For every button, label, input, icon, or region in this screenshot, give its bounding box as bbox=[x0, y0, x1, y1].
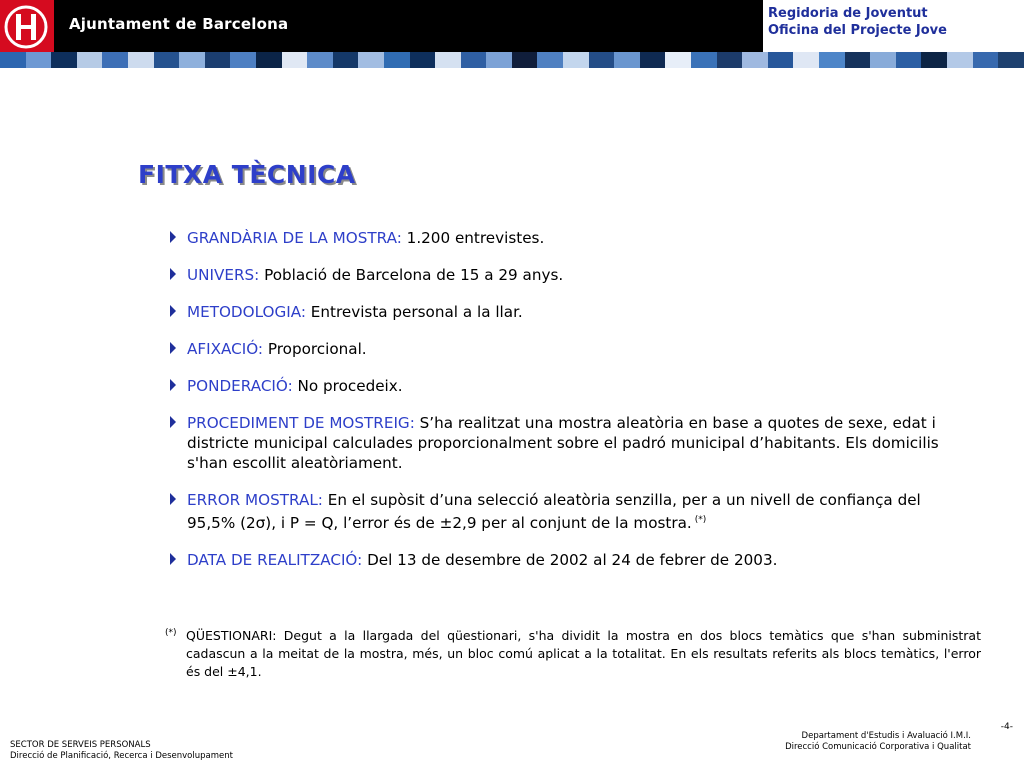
item-value: Del 13 de desembre de 2002 al 24 de febrer de 2003. bbox=[367, 551, 778, 570]
item-value: 1.200 entrevistes. bbox=[406, 229, 545, 247]
bullet-arrow-icon bbox=[170, 379, 176, 391]
barcelona-logo[interactable] bbox=[0, 0, 54, 52]
bullet-arrow-icon bbox=[170, 493, 176, 505]
stripe-segment bbox=[589, 52, 615, 68]
sheet-item bbox=[170, 228, 960, 248]
stripe-segment bbox=[947, 52, 973, 68]
bullet-arrow-icon bbox=[170, 268, 176, 280]
bullet-arrow-icon bbox=[170, 416, 176, 428]
stripe-segment bbox=[742, 52, 768, 68]
questionnaire-note bbox=[165, 627, 981, 681]
stripe-segment bbox=[461, 52, 487, 68]
brand-name[interactable]: Ajuntament de Barcelona bbox=[69, 15, 289, 33]
item-value: Població de Barcelona de 15 a 29 anys. bbox=[264, 266, 564, 284]
stripe-segment bbox=[921, 52, 947, 68]
footer-right bbox=[785, 731, 971, 753]
stripe-segment bbox=[179, 52, 205, 68]
page-title: FITXA TÈCNICA bbox=[138, 160, 356, 189]
stripe-segment bbox=[205, 52, 231, 68]
item-label: DATA DE REALITZACIÓ: bbox=[187, 551, 363, 570]
footer-left bbox=[10, 740, 233, 762]
stripe-segment bbox=[26, 52, 52, 68]
item-label: METODOLOGIA: bbox=[187, 303, 306, 321]
stripe-segment bbox=[691, 52, 717, 68]
header-department bbox=[768, 5, 947, 39]
stripe-segment bbox=[768, 52, 794, 68]
sheet-item bbox=[170, 490, 960, 533]
item-note-mark: (*) bbox=[694, 515, 707, 525]
bullet-arrow-icon bbox=[170, 231, 176, 243]
bullet-arrow-icon bbox=[170, 305, 176, 317]
decorative-stripe bbox=[0, 52, 1024, 68]
stripe-segment bbox=[870, 52, 896, 68]
note-text: QÜESTIONARI: Degut a la llargada del qüestionari, s'ha dividit la mostra en dos blocs temàtics que s'han subministrat cadascun a la meitat de la mostra, més, un bloc comú aplicat a la totalitat. En els resultats referits als blocs temàtics, l'error és del ±4,1. bbox=[186, 628, 981, 679]
bullet-arrow-icon bbox=[170, 553, 176, 565]
bullet-arrow-icon bbox=[170, 342, 176, 354]
footer-communication: Direcció Comunicació Corporativa i Qualitat bbox=[785, 742, 971, 752]
item-value: S’ha realitzat una mostra aleatòria en base a quotes de sexe, edat i districte municipal calculades proporcionalment sobre el padró municipal d’habitants. Els domicilis s'han escollit aleatòriament. bbox=[187, 414, 939, 472]
stripe-segment bbox=[282, 52, 308, 68]
note-mark: (*) bbox=[165, 628, 177, 638]
stripe-segment bbox=[358, 52, 384, 68]
stripe-segment bbox=[154, 52, 180, 68]
item-label: ERROR MOSTRAL: bbox=[187, 491, 323, 509]
page-number: -4- bbox=[1000, 722, 1013, 732]
header-department-line1: Regidoria de Joventut bbox=[768, 6, 928, 21]
sheet-item bbox=[170, 265, 960, 285]
footer-department: Departament d'Estudis i Avaluació I.M.I. bbox=[801, 731, 971, 741]
stripe-segment bbox=[896, 52, 922, 68]
stripe-segment bbox=[998, 52, 1024, 68]
footer-direction: Direcció de Planificació, Recerca i Desenvolupament bbox=[10, 751, 233, 761]
sheet-item bbox=[170, 550, 960, 570]
item-value: En el supòsit d’una selecció aleatòria senzilla, per a un nivell de confiança del 95,5% (2σ), i P = Q, l’error és de ±2,9 per al conjunt de la mostra. bbox=[187, 491, 921, 533]
stripe-segment bbox=[819, 52, 845, 68]
stripe-segment bbox=[77, 52, 103, 68]
stripe-segment bbox=[793, 52, 819, 68]
sheet-item bbox=[170, 413, 960, 473]
stripe-segment bbox=[384, 52, 410, 68]
sheet-item bbox=[170, 302, 960, 322]
item-value: No procedeix. bbox=[297, 377, 403, 395]
stripe-segment bbox=[0, 52, 26, 68]
item-label: PONDERACIÓ: bbox=[187, 377, 293, 395]
stripe-segment bbox=[128, 52, 154, 68]
item-value: Proporcional. bbox=[267, 340, 367, 358]
stripe-segment bbox=[435, 52, 461, 68]
header-department-line2: Oficina del Projecte Jove bbox=[768, 23, 947, 38]
stripe-segment bbox=[102, 52, 128, 68]
stripe-segment bbox=[51, 52, 77, 68]
stripe-segment bbox=[665, 52, 691, 68]
stripe-segment bbox=[486, 52, 512, 68]
stripe-segment bbox=[717, 52, 743, 68]
sheet-item bbox=[170, 339, 960, 359]
footer-sector: SECTOR DE SERVEIS PERSONALS bbox=[10, 740, 151, 750]
stripe-segment bbox=[845, 52, 871, 68]
technical-sheet-list bbox=[170, 228, 960, 587]
item-label: AFIXACIÓ: bbox=[187, 340, 264, 358]
stripe-segment bbox=[537, 52, 563, 68]
stripe-segment bbox=[563, 52, 589, 68]
stripe-segment bbox=[512, 52, 538, 68]
item-label: UNIVERS: bbox=[187, 266, 260, 284]
item-value: Entrevista personal a la llar. bbox=[310, 303, 523, 321]
stripe-segment bbox=[230, 52, 256, 68]
header bbox=[0, 0, 1024, 52]
stripe-segment bbox=[333, 52, 359, 68]
stripe-segment bbox=[640, 52, 666, 68]
stripe-segment bbox=[973, 52, 999, 68]
stripe-segment bbox=[614, 52, 640, 68]
item-label: PROCEDIMENT DE MOSTREIG: bbox=[187, 414, 415, 432]
stripe-segment bbox=[410, 52, 436, 68]
sheet-item bbox=[170, 376, 960, 396]
stripe-segment bbox=[307, 52, 333, 68]
stripe-segment bbox=[256, 52, 282, 68]
barcelona-shield-icon bbox=[3, 4, 49, 50]
item-label: GRANDÀRIA DE LA MOSTRA: bbox=[187, 229, 402, 247]
